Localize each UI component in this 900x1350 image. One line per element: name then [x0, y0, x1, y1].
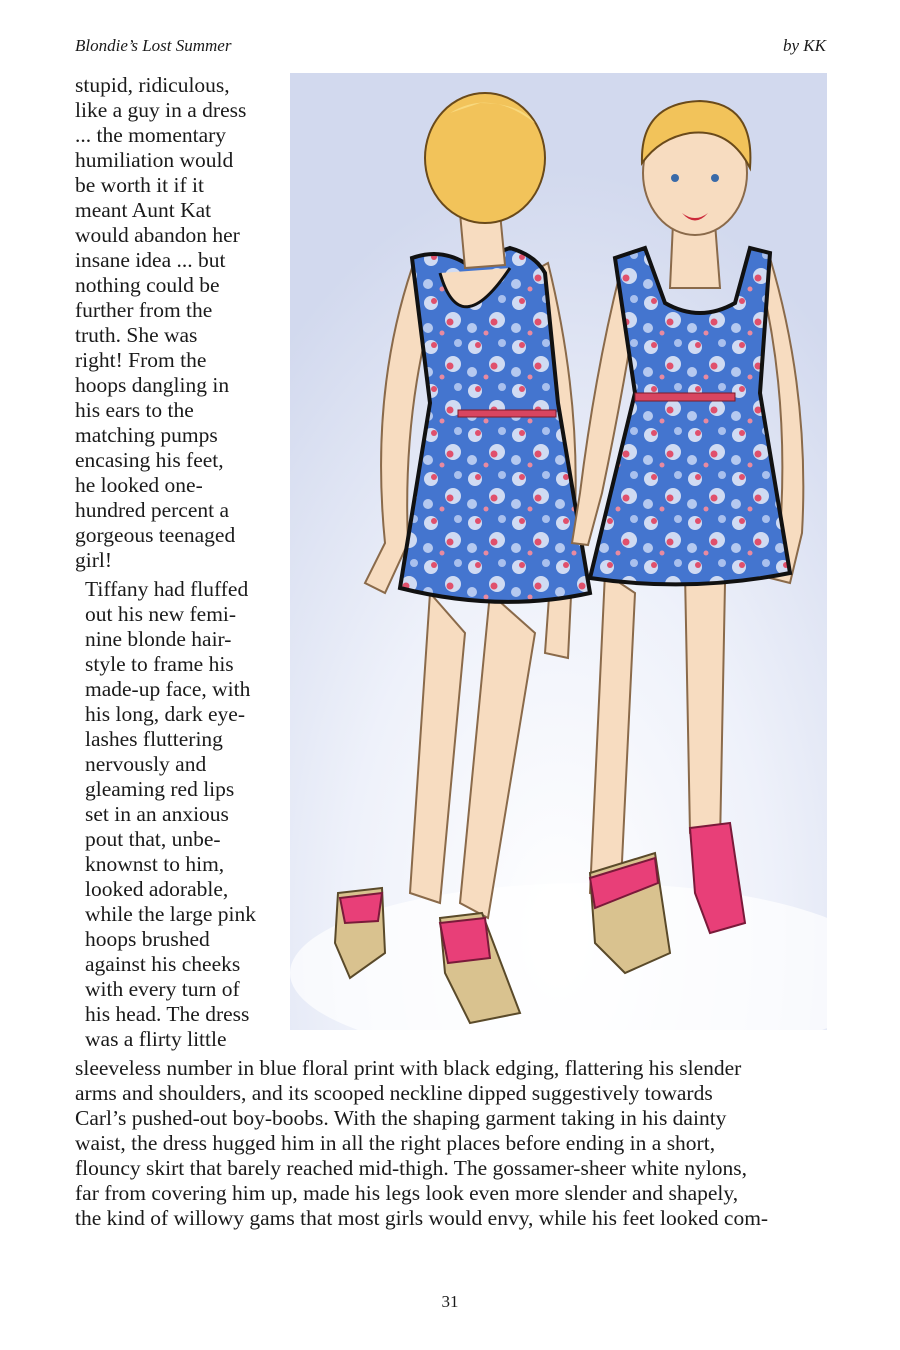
text-line: out his new femi-	[85, 602, 237, 626]
full-width-text	[75, 1056, 835, 1231]
text-line: would abandon her	[75, 223, 240, 247]
text-line: matching pumps	[75, 423, 218, 447]
text-line: insane idea ... but	[75, 248, 226, 272]
text-line: he looked one-	[75, 473, 203, 497]
text-line: truth. She was	[75, 323, 198, 347]
paragraph-1	[75, 73, 275, 573]
text-line: flouncy skirt that barely reached mid-thigh. The gossamer-sheer white nylons,	[75, 1156, 748, 1180]
text-line: looked adorable,	[85, 877, 229, 901]
text-line: like a guy in a dress	[75, 98, 247, 122]
text-line: style to frame his	[85, 652, 234, 676]
text-line: his ears to the	[75, 398, 194, 422]
text-line: waist, the dress hugged him in all the right places before ending in a short,	[75, 1131, 716, 1155]
page-number: 31	[441, 1292, 459, 1311]
text-line: nothing could be	[75, 273, 220, 297]
text-line: girl!	[75, 548, 113, 572]
text-line: be worth it if it	[75, 173, 204, 197]
text-line: lashes fluttering	[85, 727, 223, 751]
text-line: humiliation would	[75, 148, 234, 172]
text-line: hoops brushed	[85, 927, 210, 951]
running-author: by KK	[783, 36, 826, 55]
text-line: was a flirty little	[85, 1027, 227, 1051]
text-line: hoops dangling in	[75, 373, 230, 397]
running-title: Blondie’s Lost Summer	[75, 36, 232, 55]
text-line: further from the	[75, 298, 213, 322]
narrow-text-column	[75, 73, 275, 1052]
text-line: his long, dark eye-	[85, 702, 246, 726]
text-line: nervously and	[85, 752, 207, 776]
text-line: hundred percent a	[75, 498, 230, 522]
text-line: his head. The dress	[85, 1002, 250, 1026]
text-line: stupid, ridiculous,	[75, 73, 230, 97]
text-line: Carl’s pushed-out boy-boobs. With the shaping garment taking in his dainty	[75, 1106, 727, 1130]
text-line: arms and shoulders, and its scooped neckline dipped suggestively towards	[75, 1081, 713, 1105]
text-line: set in an anxious	[85, 802, 229, 826]
text-line: ... the momentary	[75, 123, 227, 147]
text-line: encasing his feet,	[75, 448, 224, 472]
text-line: nine blonde hair-	[85, 627, 232, 651]
text-line: right! From the	[75, 348, 207, 372]
text-line: gorgeous teenaged	[75, 523, 236, 547]
text-line: with every turn of	[85, 977, 240, 1001]
text-line: pout that, unbe-	[85, 827, 221, 851]
illustration	[290, 73, 827, 1030]
text-line: sleeveless number in blue floral print with black edging, flattering his slender	[75, 1056, 742, 1080]
text-line: the kind of willowy gams that most girls would envy, while his feet looked com-	[75, 1206, 769, 1230]
text-line: far from covering him up, made his legs look even more slender and shapely,	[75, 1181, 739, 1205]
text-line: made-up face, with	[85, 677, 251, 701]
text-line: Tiffany had fluffed	[85, 577, 249, 601]
text-line: gleaming red lips	[85, 777, 235, 801]
text-line: against his cheeks	[85, 952, 241, 976]
text-line: knownst to him,	[85, 852, 225, 876]
text-line: while the large pink	[85, 902, 256, 926]
paragraph-2	[75, 577, 275, 1052]
text-line: meant Aunt Kat	[75, 198, 212, 222]
